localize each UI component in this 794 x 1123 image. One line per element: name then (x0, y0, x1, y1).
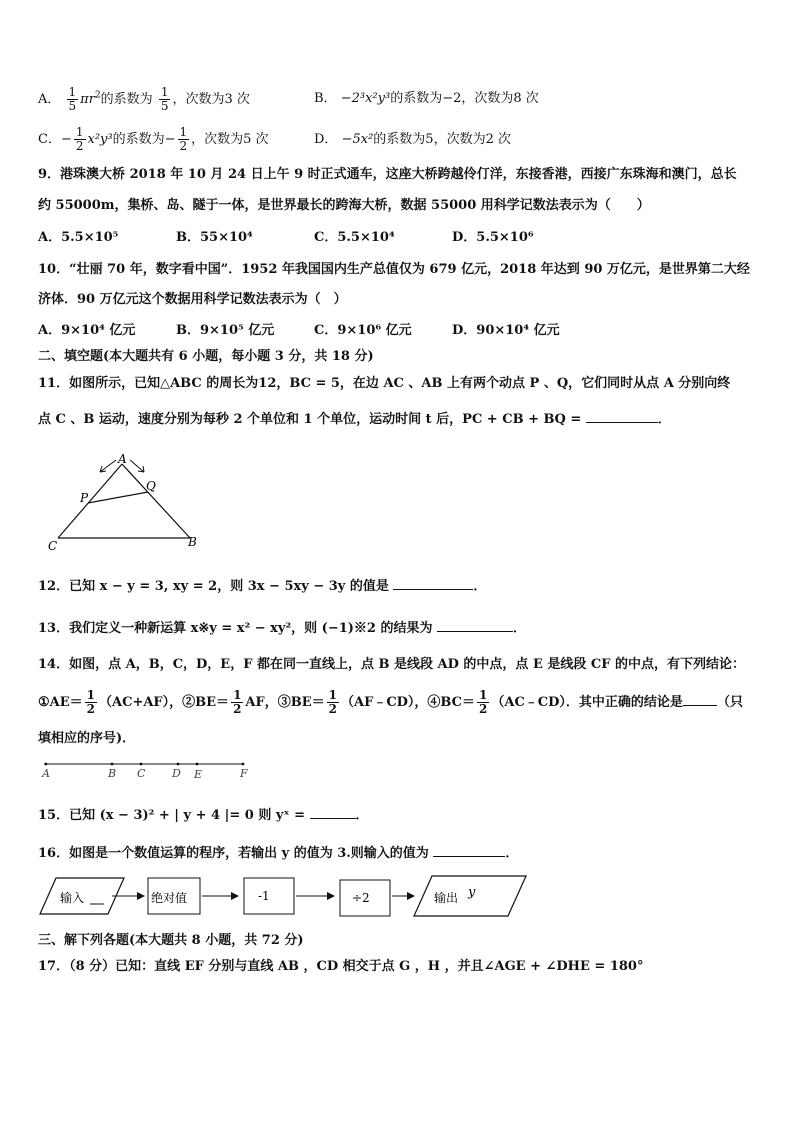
point-label-f: F (240, 767, 248, 780)
fraction (67, 86, 79, 113)
vertex-label-b: B (188, 535, 197, 549)
text: 的系数为− (112, 132, 176, 147)
point-label-d: D (172, 767, 181, 780)
q9-option-c: C．5.5×10⁴ (314, 230, 395, 245)
q8-option-d (314, 131, 511, 149)
text: 16．如图是一个数值运算的程序，若输出 y 的值为 3.则输入的值为 (38, 846, 429, 861)
q10-option-a: A．9×10⁴ 亿元 (38, 323, 136, 338)
flow-output-var: y (468, 885, 476, 900)
option-label: B． (314, 91, 337, 106)
numerator: 1 (160, 85, 169, 99)
q17-stem: 17．（8 分）已知：直线 EF 分别与直线 AB ，CD 相交于点 G ，H ，并且∠AGE + ∠DHE = 180° (38, 959, 644, 974)
fraction (327, 689, 339, 716)
text: （AF﹣CD），④BC＝ (341, 695, 476, 710)
text: ． (473, 579, 487, 594)
denominator: 2 (75, 139, 84, 153)
text: ，次数为5 次 (191, 132, 269, 147)
vertex-label-c: C (48, 539, 58, 553)
numerator: 1 (233, 688, 242, 702)
point-label-e: E (194, 768, 203, 781)
section-3-heading: 三、解下列各题(本大题共 8 小题，共 72 分) (38, 933, 304, 948)
q10-option-b: B．9×10⁵ 亿元 (176, 323, 275, 338)
q11-triangle-figure (40, 450, 220, 555)
q10-option-d: D．90×10⁴ 亿元 (452, 323, 560, 338)
answer-blank (433, 844, 505, 857)
text: 的系数为−2，次数为8 次 (390, 91, 539, 106)
numerator: 1 (328, 688, 337, 702)
q11-stem-line1: 11．如图所示，已知△ABC 的周长为12，BC = 5，在边 AC 、AB 上有两个动点 P 、Q，它们同时从点 A 分别向终 (38, 376, 731, 391)
denominator: 5 (68, 99, 77, 113)
text: 的系数为 (100, 92, 153, 107)
numerator: 1 (75, 125, 84, 139)
fraction (159, 86, 171, 113)
answer-blank (683, 693, 717, 706)
math-expr: x²y³ (87, 132, 113, 147)
numerator: 1 (86, 688, 96, 702)
q9-option-b: B．55×10⁴ (176, 230, 253, 245)
q9-stem-line2: 约 55000m，集桥、岛、隧于一体，是世界最长的跨海大桥，数据 55000 用科学记数法表示为（ ） (38, 198, 650, 213)
q14-stem-line3: 填相应的序号)． (38, 731, 136, 746)
q9-option-a: A．5.5×10⁵ (38, 230, 119, 245)
section-2-heading: 二、填空题(本大题共有 6 小题，每小题 3 分，共 18 分) (38, 349, 374, 364)
text: AF，③BE＝ (245, 695, 325, 710)
text: 的系数为5，次数为2 次 (373, 132, 511, 147)
vertex-label-p: P (80, 491, 89, 505)
exponent: 2 (94, 90, 101, 101)
minus-sign: − (60, 132, 72, 147)
point-label-b: B (108, 767, 117, 780)
answer-blank (310, 806, 356, 819)
q9-stem-line1: 9．港珠澳大桥 2018 年 10 月 24 日上午 9 时正式通车，这座大桥跨越伶仃洋，东接香港，西接广东珠海和澳门，总长 (38, 167, 737, 182)
flow-output-label: 输出 (434, 891, 459, 905)
denominator: 5 (160, 99, 169, 113)
fraction (74, 126, 86, 153)
math-expr: πr (80, 92, 95, 107)
answer-blank (586, 410, 658, 423)
text: ． (513, 621, 527, 636)
flow-minus-one-label: -1 (258, 889, 270, 903)
vertex-label-q: Q (146, 479, 156, 493)
q16-stem (38, 844, 518, 863)
text: 15．已知 (x − 3)² + | y + 4 |= 0 则 yˣ = (38, 808, 306, 823)
math-expr: −2³x²y³ (340, 91, 391, 106)
math-expr: −5x² (341, 132, 374, 147)
flow-divide-label: ÷2 (352, 891, 370, 905)
flow-abs-label: 绝对值 (151, 891, 188, 905)
q9-option-d: D．5.5×10⁶ (452, 230, 534, 245)
text: 点 C 、B 运动，速度分别为每秒 2 个单位和 1 个单位，运动时间 t 后，PC + CB + BQ = (38, 412, 582, 427)
flow-input-label: 输入 (60, 891, 85, 905)
fraction (85, 689, 97, 716)
q11-stem-line2 (38, 410, 671, 429)
answer-blank (437, 619, 513, 632)
q15-stem (38, 806, 369, 825)
fraction (477, 689, 489, 716)
q8-option-c (38, 126, 269, 153)
denominator: 2 (233, 702, 242, 716)
q16-flowchart (38, 872, 538, 922)
option-label: D． (314, 132, 338, 147)
numerator: 1 (479, 688, 488, 702)
option-label: C． (38, 132, 61, 147)
q8-option-a (38, 86, 250, 113)
q10-stem-line2: 济体．90 万亿元这个数据用科学记数法表示为（ ） (38, 292, 347, 307)
point-label-a: A (42, 767, 50, 780)
denominator: 2 (179, 139, 188, 153)
text: ． (657, 412, 671, 427)
numerator: 1 (68, 85, 77, 99)
q14-line-figure (38, 758, 258, 782)
denominator: 2 (86, 702, 96, 716)
option-label: A． (38, 92, 61, 107)
denominator: 2 (479, 702, 488, 716)
text: （AC+AF），②BE＝ (99, 695, 230, 710)
q10-stem-line1: 10．“壮丽 70 年，数字看中国”．1952 年我国国内生产总值仅为 679 亿元，2018 年达到 90 万亿元，是世界第二大经 (38, 262, 750, 277)
text: （只 (716, 695, 743, 710)
point-label-c: C (137, 767, 146, 780)
text: ． (355, 808, 369, 823)
fraction (178, 126, 190, 153)
vertex-label-a: A (118, 452, 127, 466)
text: （AC﹣CD）．其中正确的结论是 (491, 695, 683, 710)
q14-stem-line1: 14．如图，点 A，B，C，D，E，F 都在同一直线上，点 B 是线段 AD 的中点，点 E 是线段 CF 的中点，有下列结论： (38, 657, 746, 672)
q13-stem (38, 619, 526, 638)
text: 13．我们定义一种新运算 x※y = x² − xy²，则 (−1)※2 的结果为 (38, 621, 433, 636)
fraction (231, 689, 243, 716)
q14-stem-line2 (38, 689, 743, 716)
q10-option-c: C．9×10⁶ 亿元 (314, 323, 412, 338)
numerator: 1 (179, 125, 188, 139)
denominator: 2 (328, 702, 337, 716)
text: 12．已知 x − y = 3, xy = 2，则 3x − 5xy − 3y 的值是 (38, 579, 389, 594)
text: ①AE＝ (38, 695, 83, 710)
q12-stem (38, 577, 486, 596)
q8-option-b (314, 90, 539, 108)
text: ，次数为3 次 (172, 92, 250, 107)
text: ． (505, 846, 519, 861)
answer-blank (393, 577, 473, 590)
